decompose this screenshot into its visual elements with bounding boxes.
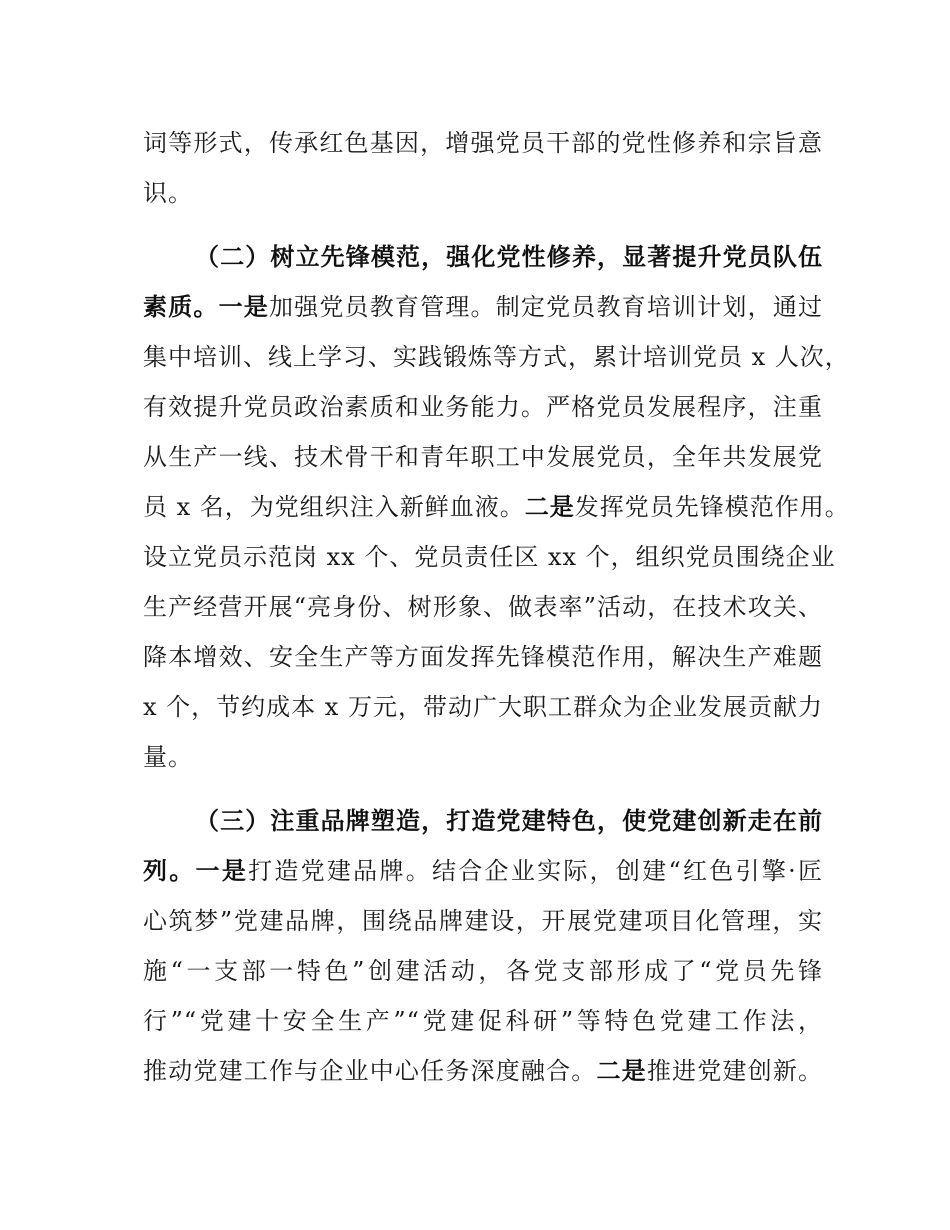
paragraph-2-line-6	[143, 492, 850, 522]
lead-marker-first: 一是	[218, 293, 269, 321]
paragraph-3-line-5: 行”“党建十安全生产”“党建促科研”等特色党建工作法，	[143, 1007, 823, 1035]
paragraph-2-line-7: 设立党员示范岗 xx 个、党员责任区 xx 个，组织党员围绕企业	[143, 543, 836, 571]
paragraph-2-line-8: 生产经营开展“亮身份、树形象、做表率”活动，在技术攻关、	[143, 593, 823, 621]
paragraph-2-line-2	[143, 292, 823, 322]
section-2-heading-line-1: （二）树立先锋模范，强化党性修养，显著提升党员队伍	[195, 243, 823, 271]
paragraph-3-line-2	[143, 856, 823, 886]
paragraph-3-line-6-text-b: 推进党建创新。	[646, 1057, 824, 1085]
paragraph-2-line-11: 量。	[143, 743, 193, 771]
lead-marker-second: 二是	[596, 1057, 647, 1085]
paragraph-3-line-3: 心筑梦”党建品牌，围绕品牌建设，开展党建项目化管理，实	[143, 907, 823, 935]
paragraph-2-line-2-text: 加强党员教育管理。制定党员教育培训计划，通过	[268, 293, 824, 321]
lead-marker-first: 一是	[195, 857, 249, 885]
paragraph-3-line-4: 施“一支部一特色”创建活动，各党支部形成了“党员先锋	[143, 957, 823, 985]
section-2-heading-line-2: 素质。	[143, 293, 219, 321]
paragraph-2-line-4: 有效提升党员政治素质和业务能力。严格党员发展程序，注重	[143, 393, 823, 421]
paragraph-2-line-10: x 个，节约成本 x 万元，带动广大职工群众为企业发展贡献力	[143, 693, 823, 721]
paragraph-1-line-1: 词等形式，传承红色基因，增强党员干部的党性修养和宗旨意	[143, 129, 823, 157]
section-3-heading-line-1: （三）注重品牌塑造，打造党建特色，使党建创新走在前	[195, 807, 823, 835]
section-3-heading-line-2: 列。	[143, 857, 196, 885]
paragraph-2-line-6-text-a: 员 x 名，为党组织注入新鲜血液。	[143, 493, 525, 521]
paragraph-1-line-2: 识。	[143, 179, 193, 207]
lead-marker-second: 二是	[524, 493, 575, 521]
paragraph-2-line-9: 降本增效、安全生产等方面发挥先锋模范作用，解决生产难题	[143, 643, 823, 671]
paragraph-3-line-6-text-a: 推动党建工作与企业中心任务深度融合。	[143, 1057, 597, 1085]
paragraph-2-line-6-text-b: 发挥党员先锋模范作用。	[574, 493, 850, 521]
paragraph-3-line-6	[143, 1056, 823, 1086]
paragraph-2-line-5: 从生产一线、技术骨干和青年职工中发展党员，全年共发展党	[143, 443, 823, 471]
paragraph-2-line-3: 集中培训、线上学习、实践锻炼等方式，累计培训党员 x 人次，	[143, 343, 850, 371]
paragraph-3-line-2-text: 打造党建品牌。结合企业实际，创建“红色引擎·匠	[248, 857, 823, 885]
